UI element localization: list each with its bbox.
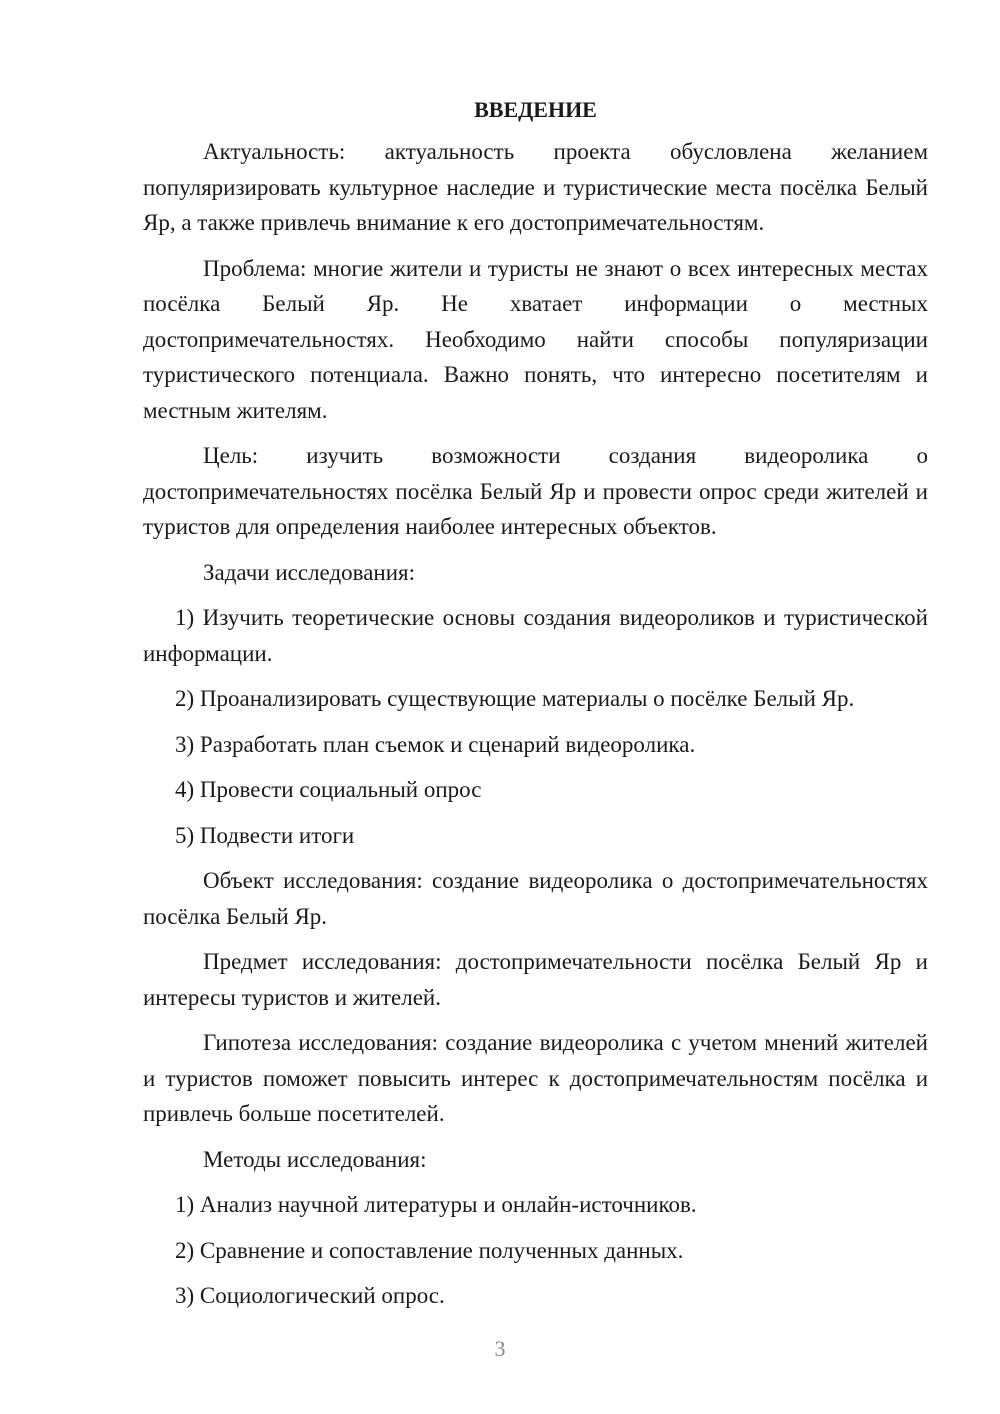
methods-label: Методы исследования: (203, 1146, 427, 1172)
relevance-paragraph: Актуальность: актуальность проекта обусловлена желанием популяризировать культурное наследие и туристические места посёлка Белый Яр, а также привлечь внимание к его достопримечательностям. (143, 139, 928, 235)
tasks-label: Задачи исследования: (203, 559, 416, 585)
task-item: 1) Изучить теоретические основы создания видеороликов и туристической информации. (143, 605, 928, 666)
goal-paragraph: Цель: изучить возможности создания видеоролика о достопримечательностях посёлка Белый Яр и провести опрос среди жителей и туристов для определения наиболее интересных объектов. (143, 443, 928, 539)
problem-paragraph: Проблема: многие жители и туристы не знают о всех интересных местах посёлка Белый Яр. Не хватает информации о местных достопримечательностях. Необходимо найти способы популяризации туристического потенциала. Важно понять, что интересно посетителям и местным жителям. (143, 255, 928, 423)
task-item: 3) Разработать план съемок и сценарий видеоролика. (175, 731, 696, 757)
section-title: ВВЕДЕНИЕ (474, 97, 597, 122)
page-content (143, 92, 928, 1324)
task-item: 2) Проанализировать существующие материалы о посёлке Белый Яр. (175, 686, 855, 711)
object-paragraph: Объект исследования: создание видеоролика о достопримечательностях посёлка Белый Яр. (143, 868, 928, 929)
method-item: 3) Социологический опрос. (175, 1283, 445, 1308)
task-item: 4) Провести социальный опрос (175, 777, 482, 802)
page-number: 3 (494, 1336, 506, 1361)
subject-paragraph: Предмет исследования: достопримечательности посёлка Белый Яр и интересы туристов и жителей. (143, 949, 928, 1010)
task-item: 5) Подвести итоги (175, 822, 355, 848)
method-item: 2) Сравнение и сопоставление полученных данных. (175, 1237, 684, 1263)
method-item: 1) Анализ научной литературы и онлайн-источников. (175, 1192, 697, 1217)
hypothesis-paragraph: Гипотеза исследования: создание видеоролика с учетом мнений жителей и туристов поможет повысить интерес к достопримечательностям посёлка и привлечь больше посетителей. (143, 1030, 928, 1126)
